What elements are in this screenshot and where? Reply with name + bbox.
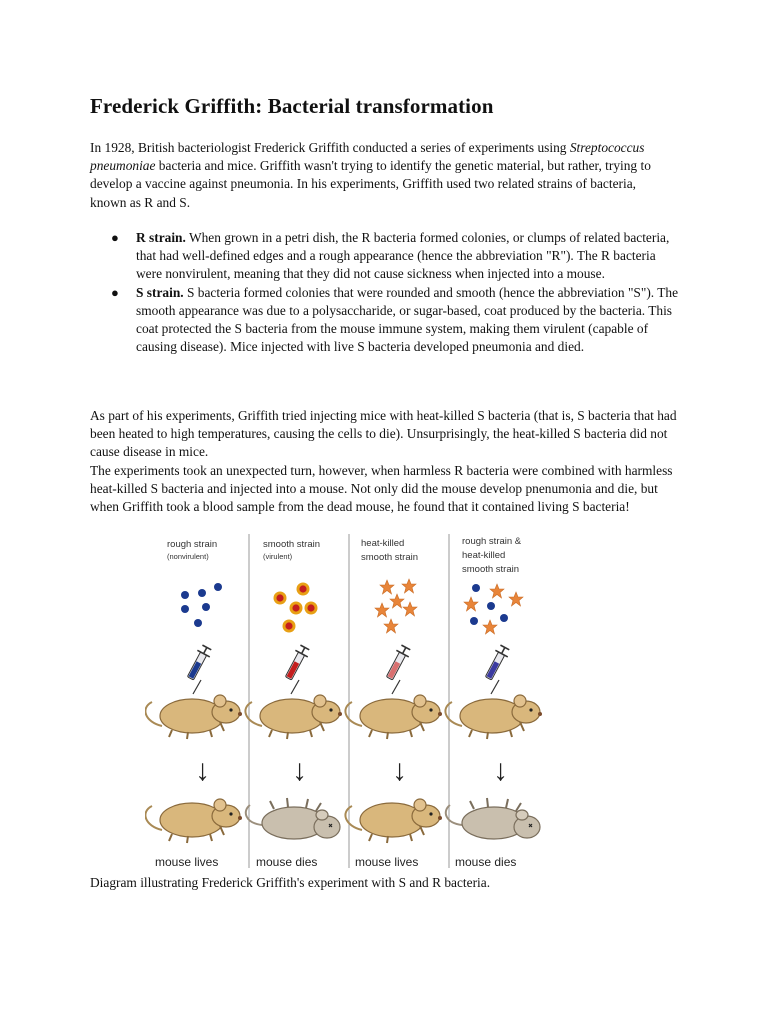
diagram-caption: Diagram illustrating Frederick Griffith's experiment with S and R bacteria. — [90, 875, 491, 890]
smooth-bacteria-cluster — [274, 583, 318, 633]
unexpected-paragraph: The experiments took an unexpected turn, however, when harmless R bacteria were combined with harmless heat-killed S bacteria and injected into a mouse. Not only did the mouse develop pnenumonia and die, but when Griffith took a blood sample from the dead mouse, he found that it contained living S bacteria! — [90, 463, 673, 515]
heat-killed-paragraph: As part of his experiments, Griffith tried injecting mice with heat-killed S bacteria (that is, S bacteria that had been heated to high temperatures, causing the cells to die). Unsurprisingly, the heat-killed S bacteria did not cause disease in mice. — [90, 408, 677, 460]
living-mouse-icon — [345, 799, 442, 843]
page-title: Frederick Griffith: Bacterial transformation — [90, 94, 494, 118]
column-label-4-line-1: rough strain & — [462, 536, 522, 547]
mouse-icon — [445, 695, 542, 739]
mouse-icon — [345, 695, 442, 739]
intro-text-1: In 1928, British bacteriologist Frederick Griffith conducted a series of experiments using — [90, 140, 570, 155]
diagram-svg — [145, 530, 555, 872]
griffith-experiment-diagram — [145, 530, 555, 872]
syringe-icon — [285, 645, 309, 694]
down-arrow-icon: ↓ — [493, 754, 508, 787]
column-label-3-line-1: heat-killed — [361, 538, 405, 549]
column-label-4-line-2: heat-killed — [462, 550, 506, 561]
mouse-icon — [245, 695, 342, 739]
outcome-label-1: mouse lives — [155, 855, 219, 869]
r-strain-text: When grown in a petri dish, the R bacteria formed colonies, or clumps of related bacteria, that had well-defined edges and a rough appearance (hence the abbreviation "R"). The R bacteria were nonvirulent, meaning that they did not cause sickness when injected into a mouse. — [136, 230, 670, 282]
down-arrow-icon: ↓ — [392, 754, 407, 787]
down-arrow-icon: ↓ — [195, 754, 210, 787]
heat-killed-bacteria-cluster — [375, 579, 417, 633]
mouse-icon — [145, 695, 242, 739]
outcome-label-4: mouse dies — [455, 855, 517, 869]
outcome-label-3: mouse lives — [355, 855, 419, 869]
column-label-1-line-2: (nonvirulent) — [167, 552, 209, 561]
syringe-icon — [386, 645, 410, 694]
living-mouse-icon — [145, 799, 242, 843]
column-label-4-line-3: smooth strain — [462, 564, 520, 575]
bullet-icon: ● — [111, 284, 119, 300]
mixed-bacteria-cluster — [464, 584, 523, 634]
list-item-s-strain — [90, 284, 680, 357]
down-arrow-icon: ↓ — [292, 754, 307, 787]
strain-list — [90, 229, 680, 356]
column-label-2-line-2: (virulent) — [263, 552, 293, 561]
s-strain-text: S bacteria formed colonies that were rounded and smooth (hence the abbreviation "S"). The smooth appearance was due to a polysaccharide, or sugar-based, coat produced by the bacteria. This coat protected the S bacteria from the mouse immune system, making them virulent (capable of causing disease). Mice injected with live S bacteria developed pneumonia and died. — [136, 284, 679, 355]
r-strain-term: R strain. — [136, 230, 186, 245]
outcome-label-2: mouse dies — [256, 855, 318, 869]
rough-bacteria-cluster — [181, 583, 222, 627]
dead-mouse-icon — [446, 798, 540, 839]
dead-mouse-icon — [246, 798, 340, 839]
s-strain-term: S strain. — [136, 284, 184, 300]
syringe-icon — [187, 645, 211, 694]
column-label-1-line-1: rough strain — [167, 539, 218, 550]
intro-text-2: bacteria and mice. Griffith wasn't trying to identify the genetic material, but rather, trying to develop a vaccine against pneumonia. In his experiments, Griffith used two related strains of bacteria, known as R and S. — [90, 158, 651, 210]
bullet-icon: ● — [111, 230, 119, 245]
column-label-3-line-2: smooth strain — [361, 552, 419, 563]
syringe-icon — [485, 645, 509, 694]
column-label-2-line-1: smooth strain — [263, 539, 321, 550]
list-item-r-strain — [90, 229, 680, 284]
intro-paragraph — [90, 139, 675, 212]
species-name: Streptococcus pneumoniae — [90, 140, 645, 174]
